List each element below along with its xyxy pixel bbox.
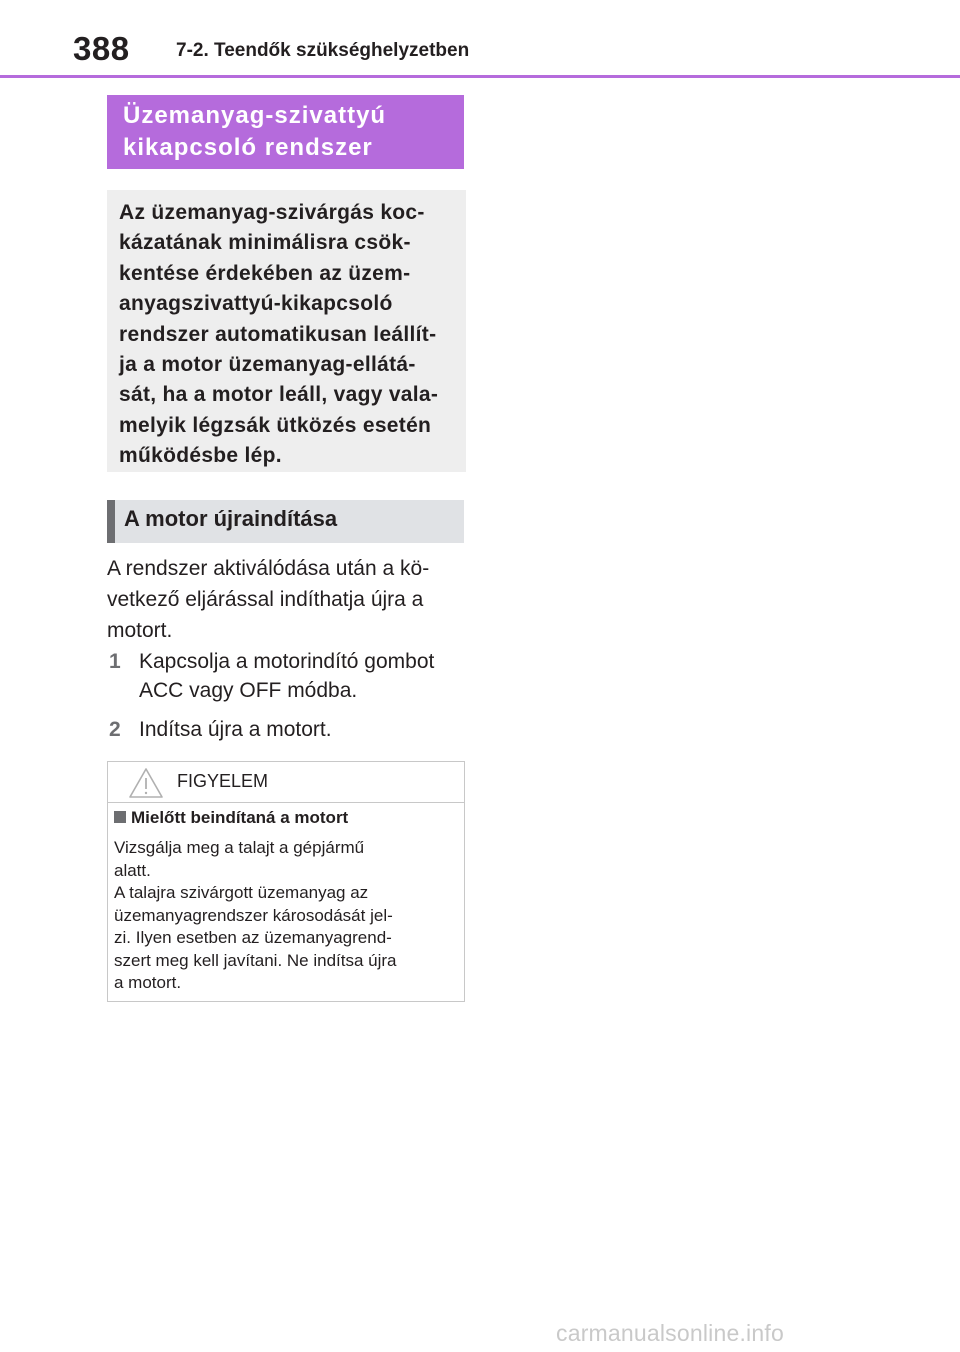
intro-line: rendszer automatikusan leállít- bbox=[119, 322, 437, 346]
intro-line: melyik légzsák ütközés esetén bbox=[119, 413, 432, 437]
paragraph-line: A rendszer aktiválódása után a kö- bbox=[107, 557, 430, 580]
warning-box bbox=[107, 761, 465, 1002]
header-divider bbox=[0, 75, 960, 78]
warning-line: Vizsgálja meg a talajt a gépjármű bbox=[114, 838, 365, 857]
intro-line: sát, ha a motor leáll, vagy vala- bbox=[119, 383, 439, 407]
step-2 bbox=[107, 716, 467, 745]
page-number: 388 bbox=[73, 30, 130, 67]
step-line: Indítsa újra a motort. bbox=[139, 718, 332, 741]
chapter-title: 7-2. Teendők szükséghelyzetben bbox=[176, 40, 470, 61]
restart-heading bbox=[107, 500, 464, 543]
step-text bbox=[139, 716, 467, 745]
step-line: Kapcsolja a motorindító gombot bbox=[139, 650, 435, 673]
step-text bbox=[139, 648, 467, 705]
section-title bbox=[107, 95, 464, 169]
intro-line: ja a motor üzemanyag-ellátá- bbox=[119, 353, 416, 377]
warning-line: zi. Ilyen esetben az üzemanyagrend- bbox=[114, 928, 392, 947]
warning-text bbox=[114, 837, 458, 995]
intro-line: kentése érdekében az üzem- bbox=[119, 261, 411, 285]
warning-title-text: Mielőtt beindítaná a motort bbox=[131, 808, 349, 827]
paragraph-line: vetkező eljárással indíthatja újra a bbox=[107, 588, 424, 611]
watermark: carmanualsonline.info bbox=[556, 1320, 784, 1346]
warning-line: A talajra szivárgott üzemanyag az bbox=[114, 883, 369, 902]
warning-line: üzemanyagrendszer károsodását jel- bbox=[114, 905, 393, 925]
warning-triangle-icon bbox=[128, 767, 164, 799]
warning-line: szert meg kell javítani. Ne indítsa újra bbox=[114, 950, 397, 970]
paragraph-line: motort. bbox=[107, 619, 173, 642]
restart-paragraph bbox=[107, 553, 467, 646]
warning-title bbox=[114, 808, 348, 828]
restart-heading-text: A motor újraindítása bbox=[124, 506, 338, 531]
warning-line: a motort. bbox=[114, 973, 182, 992]
step-1 bbox=[107, 648, 467, 705]
section-title-line: kikapcsoló rendszer bbox=[123, 134, 373, 161]
warning-header bbox=[108, 762, 464, 803]
step-number: 1 bbox=[109, 650, 121, 673]
page-header bbox=[0, 0, 960, 80]
intro-line: Az üzemanyag-szivárgás koc- bbox=[119, 201, 425, 224]
step-number: 2 bbox=[109, 718, 121, 741]
intro-line: működésbe lép. bbox=[119, 444, 282, 468]
intro-line: anyagszivattyú-kikapcsoló bbox=[119, 292, 393, 316]
step-line: ACC vagy OFF módba. bbox=[139, 678, 358, 702]
intro-line: kázatának minimálisra csök- bbox=[119, 231, 411, 255]
square-bullet-icon bbox=[114, 811, 126, 823]
warning-line: alatt. bbox=[114, 860, 151, 880]
intro-box bbox=[107, 190, 466, 472]
section-title-line: Üzemanyag-szivattyú bbox=[123, 102, 387, 129]
warning-label: FIGYELEM bbox=[177, 771, 269, 791]
